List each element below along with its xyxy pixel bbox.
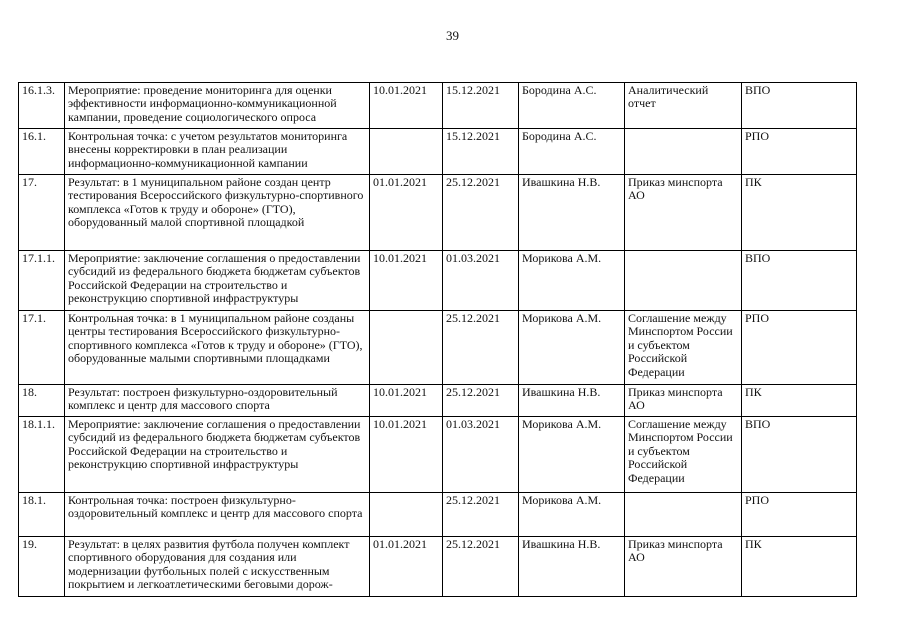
row-responsible: Ивашкина Н.В. bbox=[519, 175, 625, 251]
row-level: РПО bbox=[742, 493, 857, 537]
row-level: ПК bbox=[742, 537, 857, 597]
row-start-date bbox=[370, 493, 443, 537]
row-number: 17.1. bbox=[19, 311, 65, 385]
row-start-date: 10.01.2021 bbox=[370, 83, 443, 129]
table-row bbox=[19, 537, 857, 597]
row-responsible: Ивашкина Н.В. bbox=[519, 385, 625, 417]
row-responsible: Бородина А.С. bbox=[519, 129, 625, 175]
row-description: Мероприятие: проведение мониторинга для оценки эффективности информационно-коммуникационной кампании, проведение социологического опроса bbox=[65, 83, 370, 129]
row-number: 16.1. bbox=[19, 129, 65, 175]
row-start-date: 10.01.2021 bbox=[370, 385, 443, 417]
row-document: Приказ минспорта АО bbox=[625, 385, 742, 417]
row-end-date: 25.12.2021 bbox=[443, 493, 519, 537]
row-level: ВПО bbox=[742, 83, 857, 129]
row-level: ПК bbox=[742, 385, 857, 417]
row-responsible: Ивашкина Н.В. bbox=[519, 537, 625, 597]
row-level: РПО bbox=[742, 129, 857, 175]
table-row bbox=[19, 417, 857, 493]
row-description: Мероприятие: заключение соглашения о предоставлении субсидий из федерального бюджета бюджетам субъектов Российской Федерации на строительство и реконструкцию спортивной инфраструктуры bbox=[65, 417, 370, 493]
row-level: РПО bbox=[742, 311, 857, 385]
row-end-date: 15.12.2021 bbox=[443, 129, 519, 175]
table-row bbox=[19, 385, 857, 417]
row-end-date: 25.12.2021 bbox=[443, 175, 519, 251]
table-row bbox=[19, 493, 857, 537]
table-row bbox=[19, 129, 857, 175]
row-document bbox=[625, 493, 742, 537]
row-end-date: 25.12.2021 bbox=[443, 385, 519, 417]
row-level: ВПО bbox=[742, 417, 857, 493]
row-start-date bbox=[370, 311, 443, 385]
row-document: Соглашение между Минспортом России и субъектом Российской Федерации bbox=[625, 417, 742, 493]
row-document bbox=[625, 129, 742, 175]
table-row bbox=[19, 83, 857, 129]
row-document: Соглашение между Минспортом России и субъектом Российской Федерации bbox=[625, 311, 742, 385]
row-level: ВПО bbox=[742, 251, 857, 311]
row-description: Результат: в целях развития футбола получен комплект спортивного оборудования для создания или модернизации футбольных полей с искусственным покрытием и легкоатлетическими беговыми дорож- bbox=[65, 537, 370, 597]
row-document: Аналитический отчет bbox=[625, 83, 742, 129]
row-document bbox=[625, 251, 742, 311]
row-end-date: 01.03.2021 bbox=[443, 251, 519, 311]
row-description: Контрольная точка: в 1 муниципальном районе созданы центры тестирования Всероссийского физкультурно-спортивного комплекса «Готов к труду и обороне» (ГТО), оборудованные малыми спортивными площадками bbox=[65, 311, 370, 385]
row-start-date: 10.01.2021 bbox=[370, 417, 443, 493]
row-responsible: Морикова А.М. bbox=[519, 251, 625, 311]
row-number: 17.1.1. bbox=[19, 251, 65, 311]
row-end-date: 25.12.2021 bbox=[443, 537, 519, 597]
row-document: Приказ минспорта АО bbox=[625, 537, 742, 597]
table-row bbox=[19, 311, 857, 385]
row-responsible: Морикова А.М. bbox=[519, 417, 625, 493]
row-end-date: 01.03.2021 bbox=[443, 417, 519, 493]
row-description: Мероприятие: заключение соглашения о предоставлении субсидий из федерального бюджета бюджетам субъектов Российской Федерации на строительство и реконструкцию спортивной инфраструктуры bbox=[65, 251, 370, 311]
row-responsible: Морикова А.М. bbox=[519, 493, 625, 537]
row-responsible: Морикова А.М. bbox=[519, 311, 625, 385]
row-responsible: Бородина А.С. bbox=[519, 83, 625, 129]
row-description: Результат: построен физкультурно-оздоровительный комплекс и центр для массового спорта bbox=[65, 385, 370, 417]
table-row bbox=[19, 175, 857, 251]
row-start-date: 10.01.2021 bbox=[370, 251, 443, 311]
row-document: Приказ минспорта АО bbox=[625, 175, 742, 251]
row-number: 16.1.3. bbox=[19, 83, 65, 129]
row-number: 18. bbox=[19, 385, 65, 417]
row-end-date: 25.12.2021 bbox=[443, 311, 519, 385]
row-number: 18.1.1. bbox=[19, 417, 65, 493]
row-number: 19. bbox=[19, 537, 65, 597]
row-start-date: 01.01.2021 bbox=[370, 537, 443, 597]
row-description: Контрольная точка: с учетом результатов мониторинга внесены корректировки в план реализации информационно-коммуникационной кампании bbox=[65, 129, 370, 175]
row-description: Результат: в 1 муниципальном районе создан центр тестирования Всероссийского физкультурно-спортивного комплекса «Готов к труду и обороне» (ГТО), оборудованный малой спортивной площадкой bbox=[65, 175, 370, 251]
row-description: Контрольная точка: построен физкультурно-оздоровительный комплекс и центр для массового спорта bbox=[65, 493, 370, 537]
table-row bbox=[19, 251, 857, 311]
row-start-date bbox=[370, 129, 443, 175]
row-number: 18.1. bbox=[19, 493, 65, 537]
row-level: ПК bbox=[742, 175, 857, 251]
page-number: 39 bbox=[446, 28, 459, 43]
row-end-date: 15.12.2021 bbox=[443, 83, 519, 129]
row-start-date: 01.01.2021 bbox=[370, 175, 443, 251]
row-number: 17. bbox=[19, 175, 65, 251]
plan-table bbox=[18, 82, 857, 597]
